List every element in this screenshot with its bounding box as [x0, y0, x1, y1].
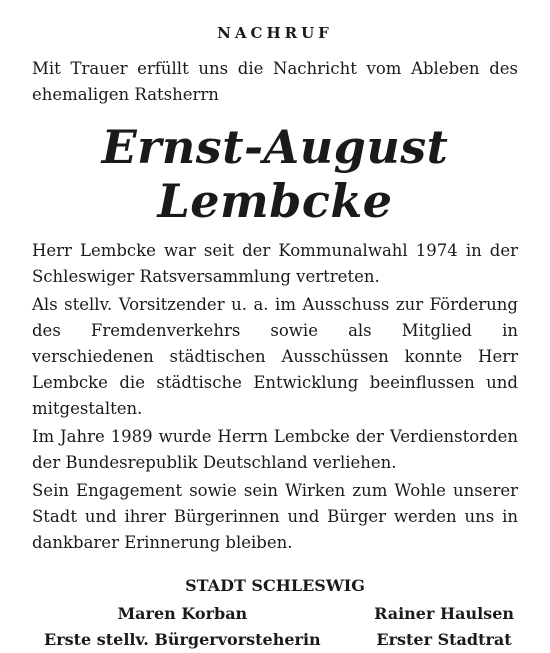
paragraph-career: Herr Lembcke war seit der Kommunalwahl 1974 in der Schleswiger Ratsversammlung vertreten. [32, 241, 518, 286]
organization-name: STADT SCHLESWIG [185, 576, 365, 595]
paragraph-remembrance: Sein Engagement sowie sein Wirken zum Wohle unserer Stadt und ihrer Bürgerinnen und Bürger werden uns in dankbarer Erinnerung bleiben. [32, 481, 518, 552]
signer-name: Rainer Haulsen [374, 604, 514, 623]
signer-left [44, 601, 321, 653]
intro-text: Mit Trauer erfüllt uns die Nachricht vom Ableben des ehemaligen Ratsherrn [32, 59, 518, 104]
signer-title: Erste stellv. Bürgervorsteherin [44, 630, 321, 649]
deceased-name: Ernst-August Lembcke [101, 120, 449, 228]
paragraph-award: Im Jahre 1989 wurde Herrn Lembcke der Verdienstorden der Bundesrepublik Deutschland verliehen. [32, 427, 518, 472]
notice-heading: NACHRUF [217, 24, 333, 42]
signer-name: Maren Korban [117, 604, 248, 623]
signer-right [374, 601, 514, 653]
signer-title: Erster Stadtrat [376, 630, 512, 649]
signers [32, 601, 518, 653]
paragraph-committees: Als stellv. Vorsitzender u. a. im Ausschuss zur Förderung des Fremdenverkehrs sowie als Mitglied in verschiedenen städtischen Ausschüssen konnte Herr Lembcke die städtische Entwicklung beeinflussen und mitgestalten. [32, 295, 518, 418]
